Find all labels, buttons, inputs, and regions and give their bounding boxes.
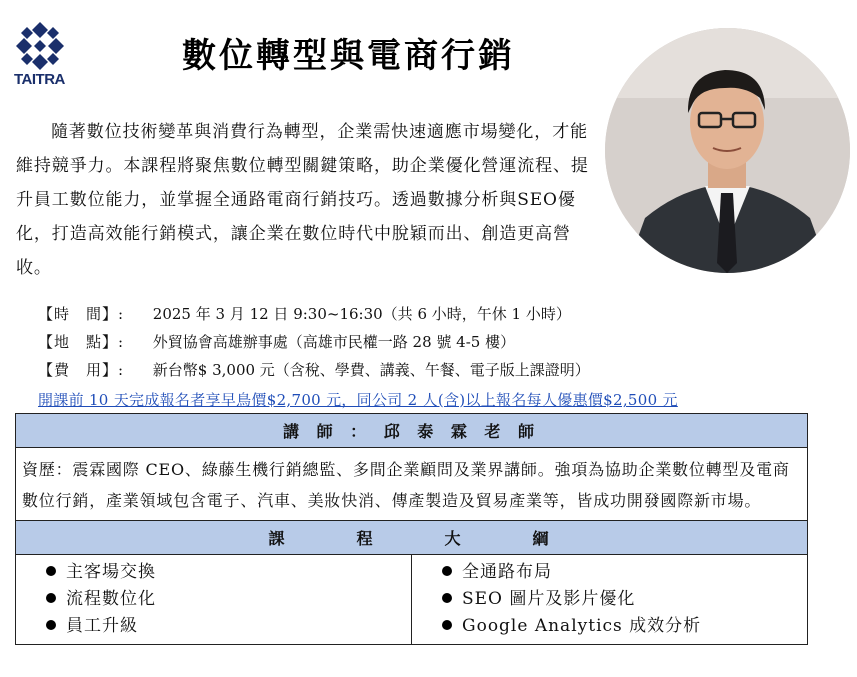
outline-item-label: Google Analytics 成效分析 xyxy=(462,616,702,636)
info-label-location: 【地 點】: xyxy=(38,333,125,351)
outline-item-label: 流程數位化 xyxy=(66,589,156,609)
outline-heading: 課 程 大 綱 xyxy=(16,521,808,555)
outline-item xyxy=(442,613,807,640)
instructor-portrait xyxy=(605,28,850,273)
bullet-icon xyxy=(46,620,56,630)
page-title: 數位轉型與電商行銷 xyxy=(182,36,515,76)
bullet-icon xyxy=(46,566,56,576)
bullet-icon xyxy=(46,593,56,603)
info-row-time xyxy=(38,303,571,324)
instructor-heading: 講 師 ： 邱 泰 霖 老 師 xyxy=(16,414,808,448)
outline-item xyxy=(442,559,807,586)
info-label-time: 【時 間】: xyxy=(38,305,125,323)
info-label-fee: 【費 用】: xyxy=(38,361,125,379)
intro-paragraph: 隨著數位技術變革與消費行為轉型，企業需快速適應市場變化，才能維持競爭力。本課程將聚焦數位轉型關鍵策略，助企業優化營運流程、提升員工數位能力，並掌握全通路電商行銷技巧。透過數據分析與SEO優化，打造高效能行銷模式，讓企業在數位時代中脫穎而出、創造更高營收。 xyxy=(16,122,589,278)
bullet-icon xyxy=(442,593,452,603)
info-row-fee xyxy=(38,359,590,380)
outline-item-label: 全通路布局 xyxy=(462,562,552,582)
taitra-logo-mark xyxy=(14,20,66,72)
course-info-table xyxy=(15,413,808,645)
bullet-icon xyxy=(442,620,452,630)
instructor-photo xyxy=(605,28,850,273)
outline-item-label: SEO 圖片及影片優化 xyxy=(462,589,636,609)
outline-right-column xyxy=(412,555,808,645)
early-bird-promo-link[interactable]: 開課前 10 天完成報名者享早鳥價$2,700 元，同公司 2 人(含)以上報名每人優惠價$2,500 元 xyxy=(38,391,678,409)
outline-item xyxy=(46,613,411,640)
outline-left-column xyxy=(16,555,412,645)
instructor-bio: 資歷：震霖國際 CEO、綠藤生機行銷總監、多間企業顧問及業界講師。強項為協助企業數位轉型及電商數位行銷，產業領域包含電子、汽車、美妝快消、傳產製造及貿易產業等，皆成功開發國際新市場。 xyxy=(16,448,808,521)
logo-text: TAITRA xyxy=(14,71,65,88)
outline-item-label: 主客場交換 xyxy=(66,562,156,582)
outline-item-label: 員工升級 xyxy=(66,616,138,636)
outline-item xyxy=(46,586,411,613)
info-value-location: 外貿協會高雄辦事處（高雄市民權一路 28 號 4-5 樓） xyxy=(152,333,516,351)
info-value-fee: 新台幣$ 3,000 元（含稅、學費、講義、午餐、電子版上課證明） xyxy=(152,361,590,379)
outline-item xyxy=(442,586,807,613)
info-row-location xyxy=(38,331,515,352)
bullet-icon xyxy=(442,566,452,576)
info-value-time: 2025 年 3 月 12 日 9:30~16:30（共 6 小時，午休 1 小時） xyxy=(152,305,571,323)
outline-item xyxy=(46,559,411,586)
